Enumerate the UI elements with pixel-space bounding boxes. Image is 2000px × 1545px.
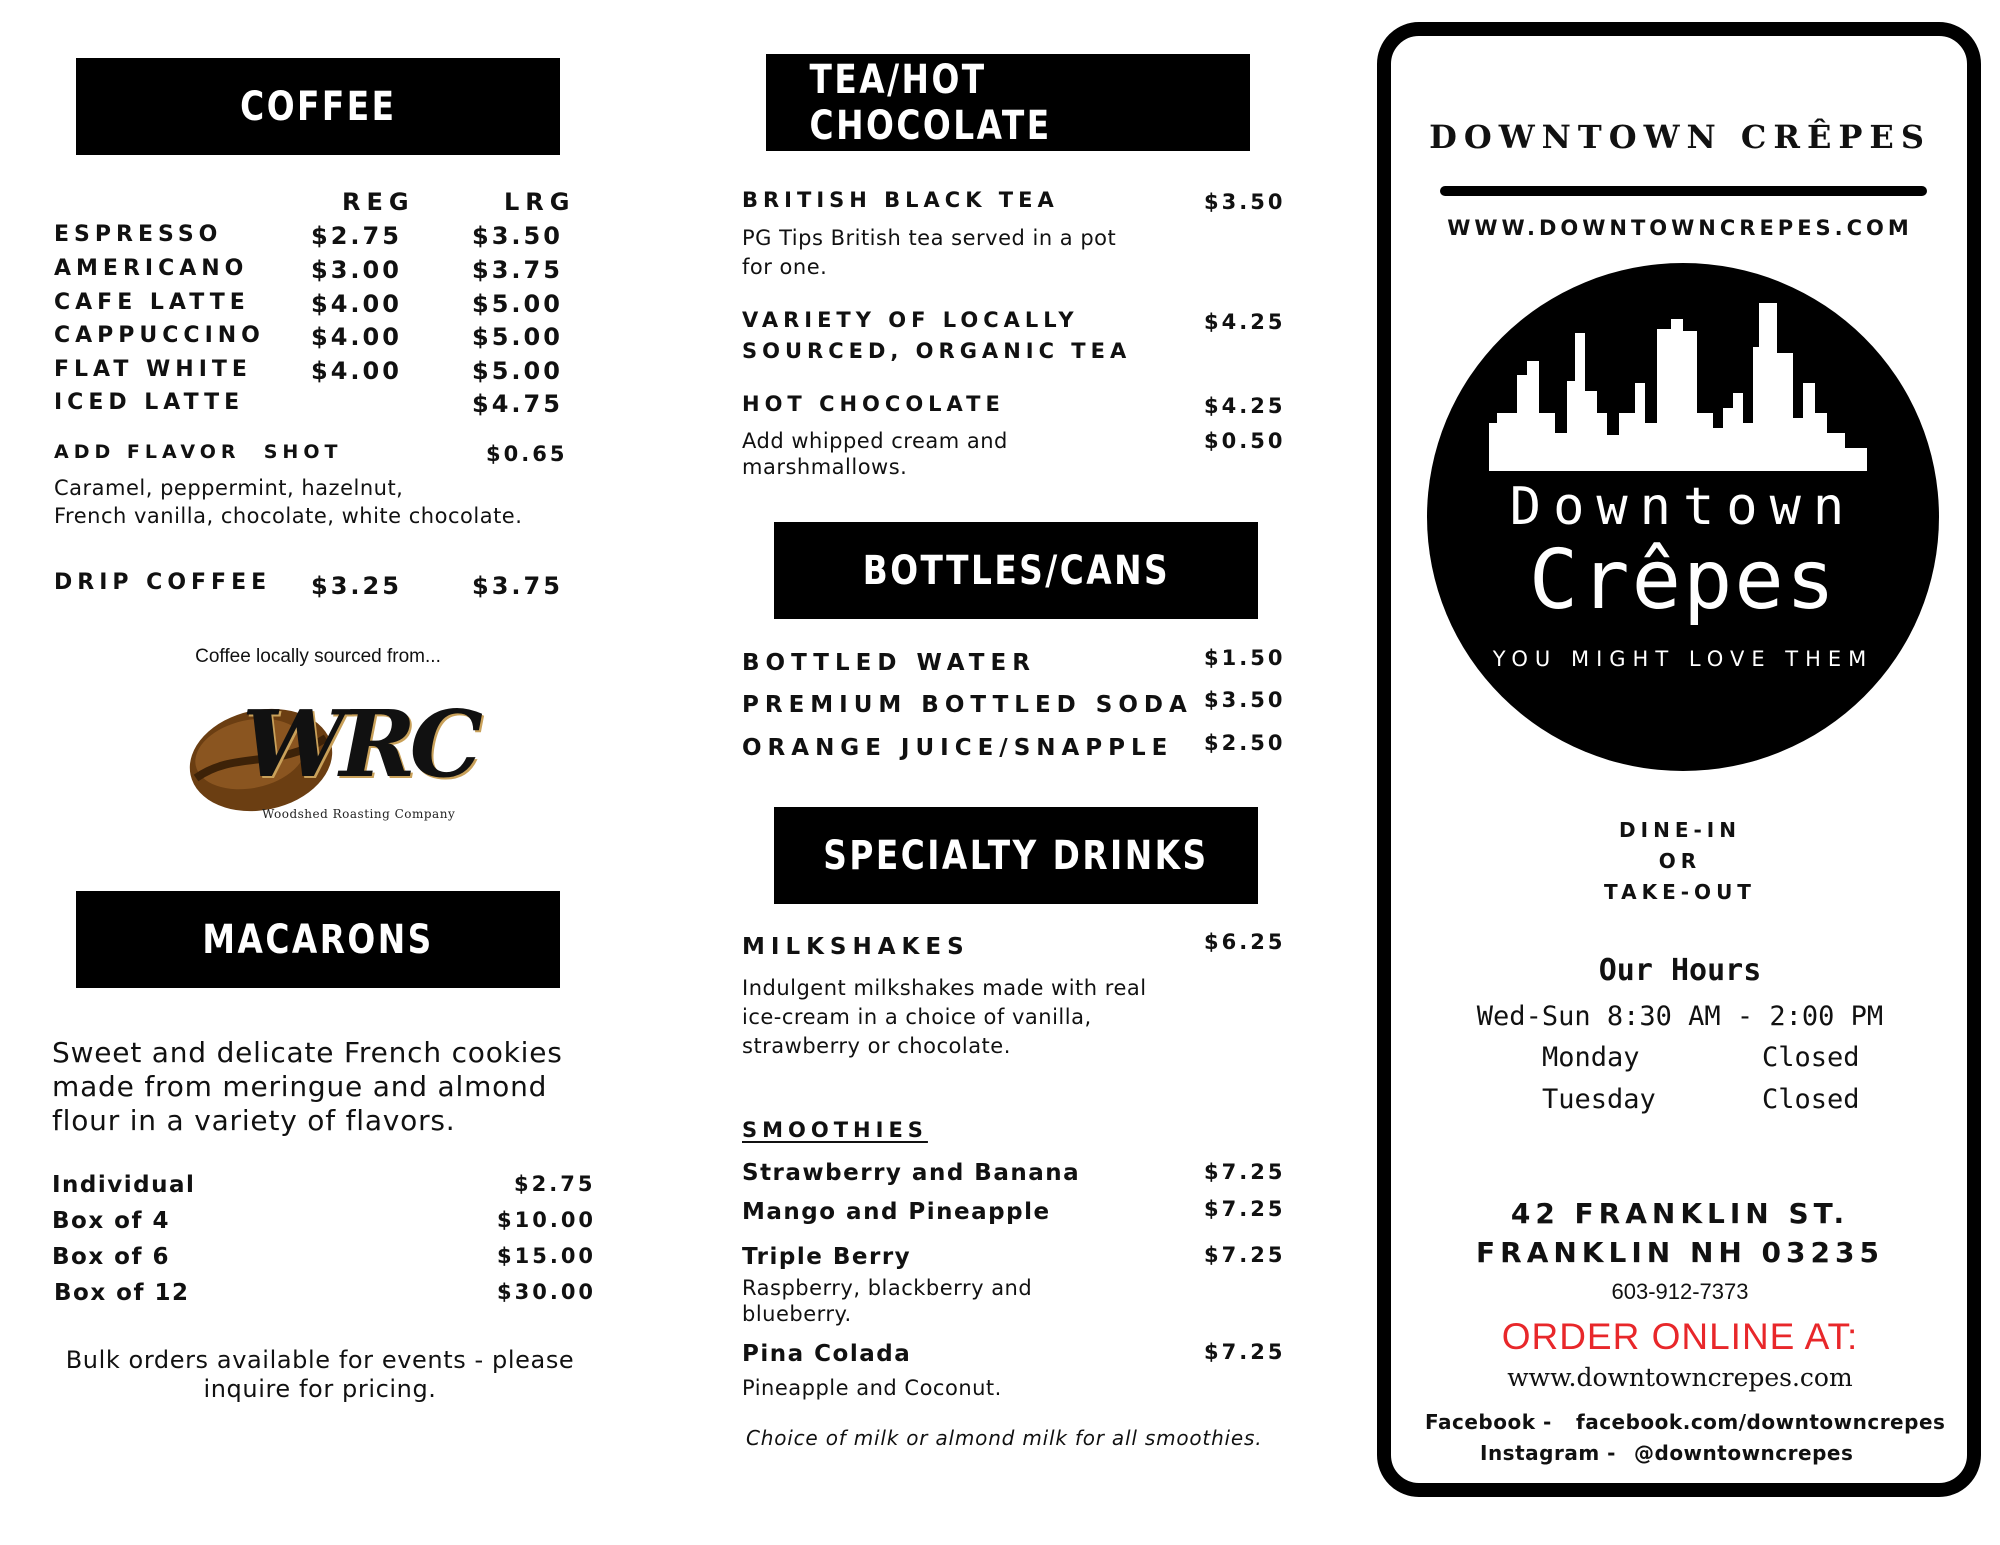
tea-item-name-line1: VARIETY OF LOCALLY [742, 308, 1079, 332]
smoothie-note: Choice of milk or almond milk for all smoothies. [746, 1426, 1263, 1450]
drip-coffee-reg: $3.25 [311, 572, 402, 600]
coffee-item-reg: $4.00 [311, 290, 402, 318]
tea-item-name: BRITISH BLACK TEA [742, 188, 1059, 212]
dine-in-line: DINE-IN [1619, 818, 1741, 842]
macarons-bulk-note: Bulk orders available for events - please inquire for pricing. [65, 1346, 575, 1403]
smoothie-item-price: $7.25 [1204, 1243, 1286, 1267]
bottle-item-name: ORANGE JUICE/SNAPPLE [742, 735, 1174, 761]
closed-day-status: Closed [1762, 1084, 1860, 1115]
tea-item-desc: PG Tips British tea served in a pot for one. [742, 226, 1117, 279]
brand-website: WWW.DOWNTOWNCREPES.COM [1447, 216, 1913, 240]
wrc-logo-text: WRC [242, 690, 477, 798]
tea-item-price: $4.25 [1204, 310, 1286, 334]
coffee-col-reg: REG [342, 188, 415, 216]
closed-day-status: Closed [1762, 1042, 1860, 1073]
tea-item-price: $4.25 [1204, 394, 1286, 418]
coffee-item-name: AMERICANO [54, 256, 249, 281]
smoothie-item-desc: Raspberry, blackberry and blueberry. [742, 1276, 1033, 1326]
macaron-item-name: Individual [52, 1172, 196, 1198]
facebook-link[interactable]: facebook.com/downtowncrepes [1576, 1410, 1946, 1434]
instagram-label: Instagram - [1480, 1441, 1616, 1465]
flavor-shot-label: ADD FLAVOR SHOT [54, 441, 343, 463]
coffee-item-name: CAPPUCCINO [54, 323, 265, 348]
dine-or-line: OR [1658, 849, 1702, 873]
macaron-item-name: Box of 12 [54, 1280, 190, 1306]
macarons-banner [76, 891, 560, 988]
bottle-item-price: $1.50 [1204, 646, 1286, 670]
coffee-item-name: ESPRESSO [54, 222, 223, 247]
wrc-logo [186, 690, 477, 825]
macaron-item-name: Box of 4 [52, 1208, 170, 1234]
smoothies-header: SMOOTHIES [742, 1118, 928, 1142]
smoothie-item-price: $7.25 [1204, 1160, 1286, 1184]
specialty-title: SPECIALTY DRINKS [823, 832, 1209, 879]
milkshakes-desc: Indulgent milkshakes made with real ice-cream in a choice of vanilla, strawberry or chocolate. [742, 976, 1147, 1058]
tea-item-price: $3.50 [1204, 190, 1286, 214]
order-online-url[interactable]: www.downtowncrepes.com [1507, 1363, 1853, 1392]
smoothie-item-name: Strawberry and Banana [742, 1160, 1081, 1186]
brand-logo-line1: Downtown [1509, 477, 1857, 537]
brand-logo-tagline: YOU MIGHT LOVE THEM [1492, 647, 1874, 671]
coffee-item-name: CAFE LATTE [54, 290, 250, 315]
sourced-note: Coffee locally sourced from... [195, 646, 441, 667]
smoothie-item-price: $7.25 [1204, 1340, 1286, 1364]
hours-main: Wed-Sun 8:30 AM - 2:00 PM [1476, 1001, 1884, 1032]
macaron-item-price: $15.00 [497, 1244, 597, 1268]
coffee-banner [76, 58, 560, 155]
closed-day-name: Tuesday [1542, 1084, 1656, 1115]
coffee-title: COFFEE [239, 83, 397, 130]
flavor-desc-line2: French vanilla, chocolate, white chocolate. [54, 504, 523, 528]
address-line2: FRANKLIN NH 03235 [1476, 1236, 1884, 1269]
milkshakes-price: $6.25 [1204, 930, 1286, 954]
coffee-item-lrg: $5.00 [472, 323, 563, 351]
tea-item-extra-price: $0.50 [1204, 429, 1286, 453]
smoothie-item-name: Triple Berry [742, 1244, 912, 1270]
brand-logo [1427, 263, 1939, 771]
macaron-item-price: $30.00 [497, 1280, 597, 1304]
bottle-item-price: $3.50 [1204, 688, 1286, 712]
coffee-item-lrg: $4.75 [472, 390, 563, 418]
milkshakes-name: MILKSHAKES [742, 934, 970, 960]
tea-banner [766, 54, 1250, 151]
flavor-shot-price: $0.65 [486, 442, 568, 466]
brand-divider [1440, 186, 1927, 196]
macaron-item-price: $10.00 [497, 1208, 597, 1232]
smoothie-item-name: Pina Colada [742, 1341, 912, 1367]
coffee-item-reg: $4.00 [311, 357, 402, 385]
smoothie-item-desc: Pineapple and Coconut. [742, 1376, 1002, 1400]
macarons-description: Sweet and delicate French cookies made from meringue and almond flour in a variety of flavors. [52, 1036, 563, 1137]
coffee-item-name: FLAT WHITE [54, 357, 252, 382]
bottles-title: BOTTLES/CANS [862, 547, 1170, 594]
hours-title: Our Hours [1598, 953, 1762, 988]
bottle-item-name: PREMIUM BOTTLED SODA [742, 692, 1193, 718]
coffee-item-lrg: $5.00 [472, 290, 563, 318]
drip-coffee-lrg: $3.75 [472, 572, 563, 600]
wrc-logo-caption: Woodshed Roasting Company [262, 807, 456, 821]
instagram-link[interactable]: @downtowncrepes [1634, 1441, 1854, 1465]
drip-coffee-name: DRIP COFFEE [54, 570, 272, 595]
macaron-item-price: $2.75 [514, 1172, 596, 1196]
macaron-item-name: Box of 6 [52, 1244, 170, 1270]
take-out-line: TAKE-OUT [1604, 880, 1756, 904]
coffee-item-name: ICED LATTE [54, 390, 245, 415]
coffee-item-lrg: $3.50 [472, 222, 563, 250]
tea-item-name: HOT CHOCOLATE [742, 392, 1005, 416]
address-line1: 42 FRANKLIN ST. [1510, 1197, 1850, 1230]
coffee-item-reg: $2.75 [311, 222, 402, 250]
coffee-item-reg: $4.00 [311, 323, 402, 351]
macarons-title: MACARONS [202, 916, 434, 963]
bottle-item-name: BOTTLED WATER [742, 650, 1036, 676]
coffee-item-reg: $3.00 [311, 256, 402, 284]
facebook-label: Facebook - [1425, 1410, 1552, 1434]
brand-logo-line2: Crêpes [1528, 533, 1838, 628]
flavor-desc-line1: Caramel, peppermint, hazelnut, [54, 476, 404, 500]
tea-item-name-line2: SOURCED, ORGANIC TEA [742, 339, 1132, 363]
bottle-item-price: $2.50 [1204, 731, 1286, 755]
phone-number[interactable]: 603-912-7373 [1611, 1279, 1749, 1304]
brand-heading: DOWNTOWN CRÊPES [1429, 118, 1931, 156]
bottles-banner [774, 522, 1258, 619]
coffee-col-lrg: LRG [504, 188, 576, 216]
smoothie-item-price: $7.25 [1204, 1197, 1286, 1221]
specialty-banner [774, 807, 1258, 904]
order-online-heading: ORDER ONLINE AT: [1501, 1316, 1859, 1357]
coffee-item-lrg: $3.75 [472, 256, 563, 284]
coffee-item-lrg: $5.00 [472, 357, 563, 385]
smoothie-item-name: Mango and Pineapple [742, 1199, 1051, 1225]
tea-title: TEA/HOT CHOCOLATE [809, 56, 1052, 149]
closed-day-name: Monday [1542, 1042, 1640, 1073]
tea-item-desc: Add whipped cream and marshmallows. [742, 429, 1008, 479]
